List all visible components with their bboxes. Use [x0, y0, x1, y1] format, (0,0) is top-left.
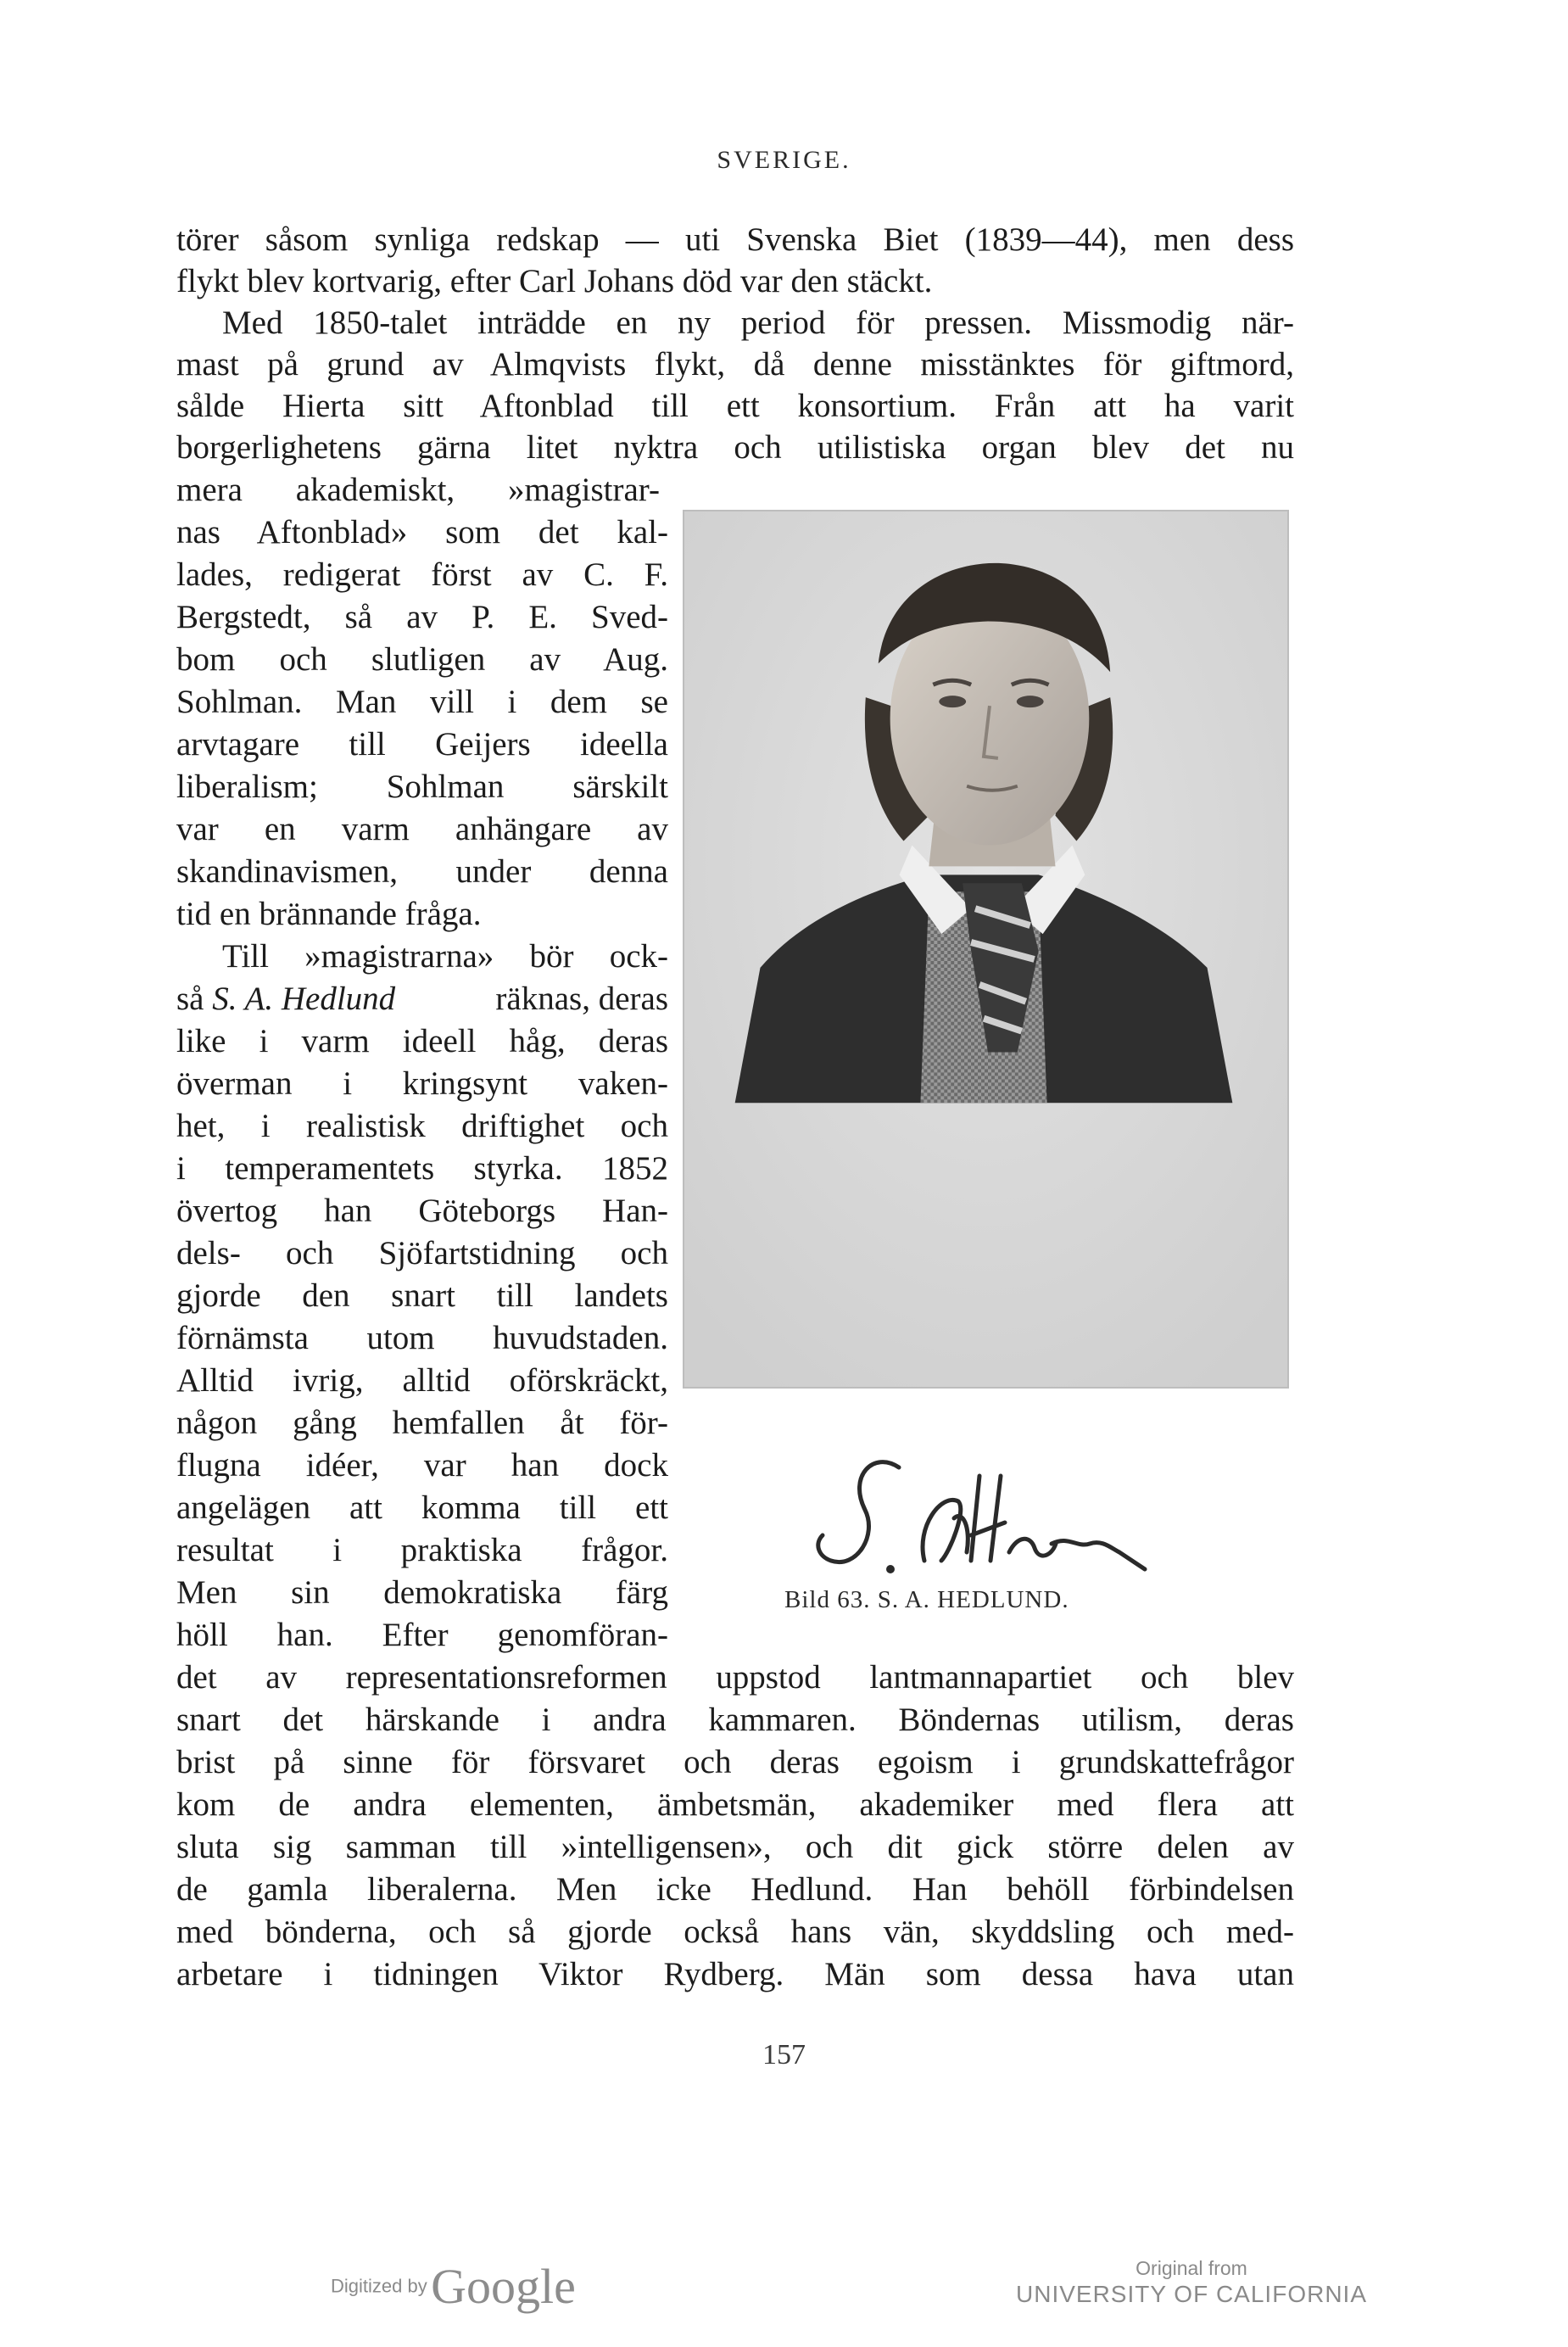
text-line: kom de andra elementen, ämbetsmän, akademiker med flera att — [176, 1786, 1294, 1823]
text-line: angelägen att komma till ett — [176, 1489, 668, 1526]
text-line: Till »magistrarna» bör ock- — [222, 938, 668, 975]
text-line-rest: räknas, deras — [495, 981, 668, 1017]
text-line: tid en brännande fråga. — [176, 896, 482, 932]
figure-caption: Bild 63. S. A. HEDLUND. — [784, 1586, 1069, 1613]
text-line: sluta sig samman till »intelligensen», och dit gick större delen av — [176, 1829, 1294, 1865]
text-line: mast på grund av Almqvists flykt, då denne misstänktes för giftmord, — [176, 346, 1294, 383]
institution-name: UNIVERSITY OF CALIFORNIA — [1016, 2281, 1367, 2307]
text-line: bom och slutligen av Aug. — [176, 641, 668, 678]
digitized-by-watermark — [331, 2258, 576, 2315]
text-line: Sohlman. Man vill i dem se — [176, 684, 668, 720]
page-number: 157 — [762, 2039, 806, 2070]
text-line: sålde Hierta sitt Aftonblad till ett konsortium. Från att ha varit — [176, 388, 1294, 424]
google-logo: Google — [431, 2259, 576, 2314]
text-line: gjorde den snart till landets — [176, 1277, 668, 1314]
original-from-label: Original from — [1136, 2257, 1247, 2279]
text-line: flugna idéer, var han dock — [176, 1447, 668, 1484]
text-line: het, i realistisk driftighet och — [176, 1108, 668, 1144]
text-line: förnämsta utom huvudstaden. — [176, 1320, 668, 1356]
text-line: det av representationsreformen uppstod lantmannapartiet och blev — [176, 1659, 1294, 1696]
text-line: borgerlighetens gärna litet nyktra och utilistiska organ blev det nu — [176, 429, 1294, 466]
original-from-watermark — [916, 2256, 1467, 2309]
text-line: mera akademiskt, »magistrar- — [176, 472, 660, 508]
text-line: överman i kringsynt vaken- — [176, 1065, 668, 1102]
text-line: nas Aftonblad» som det kal- — [176, 514, 668, 550]
text-line: lades, redigerat först av C. F. — [176, 556, 668, 593]
text-line: övertog han Göteborgs Han- — [176, 1193, 668, 1229]
text-line: resultat i praktiska frågor. — [176, 1532, 668, 1568]
text-line: liberalism; Sohlman särskilt — [176, 768, 668, 805]
text-line: flykt blev kortvarig, efter Carl Johans död var den stäckt. — [176, 263, 933, 299]
text-line: Bergstedt, så av P. E. Sved- — [176, 599, 668, 635]
portrait-photo — [683, 510, 1289, 1389]
text-line: arvtagare till Geijers ideella — [176, 726, 668, 763]
text-line: någon gång hemfallen åt för- — [176, 1405, 668, 1441]
text-line: i temperamentets styrka. 1852 — [176, 1150, 668, 1187]
text-line — [176, 978, 668, 1020]
text-line: med bönderna, och så gjorde också hans vän, skyddsling och med- — [176, 1914, 1294, 1950]
text-line: Alltid ivrig, alltid oförskräckt, — [176, 1362, 668, 1399]
text-line: Men sin demokratiska färg — [176, 1574, 668, 1611]
running-head: SVERIGE. — [717, 146, 851, 174]
text-line: arbetare i tidningen Viktor Rydberg. Män som dessa hava utan — [176, 1956, 1294, 1992]
signature-illustration — [797, 1442, 1170, 1586]
text-line: brist på sinne för försvaret och deras egoism i grundskattefrågor — [176, 1744, 1294, 1780]
text-line: de gamla liberalerna. Men icke Hedlund. Han behöll förbindelsen — [176, 1871, 1294, 1908]
text-line: snart det härskande i andra kammaren. Böndernas utilism, deras — [176, 1702, 1294, 1738]
text-line-start: så S. A. Hedlund — [176, 981, 396, 1017]
person-name-italic: S. A. Hedlund — [212, 981, 396, 1017]
text-line: var en varm anhängare av — [176, 811, 668, 847]
text-line: höll han. Efter genomföran- — [176, 1617, 668, 1653]
text-line: Med 1850-talet inträdde en ny period för pressen. Missmodig när- — [222, 305, 1294, 341]
text-line: like i varm ideell håg, deras — [176, 1023, 668, 1059]
signature — [797, 1442, 1170, 1586]
portrait-illustration — [684, 511, 1287, 1387]
text-line: skandinavismen, under denna — [176, 853, 668, 890]
digitized-by-label: Digitized by — [331, 2275, 427, 2297]
text-line: dels- och Sjöfartstidning och — [176, 1235, 668, 1271]
text-line: törer såsom synliga redskap — uti Svenska Biet (1839—44), men dess — [176, 221, 1294, 258]
